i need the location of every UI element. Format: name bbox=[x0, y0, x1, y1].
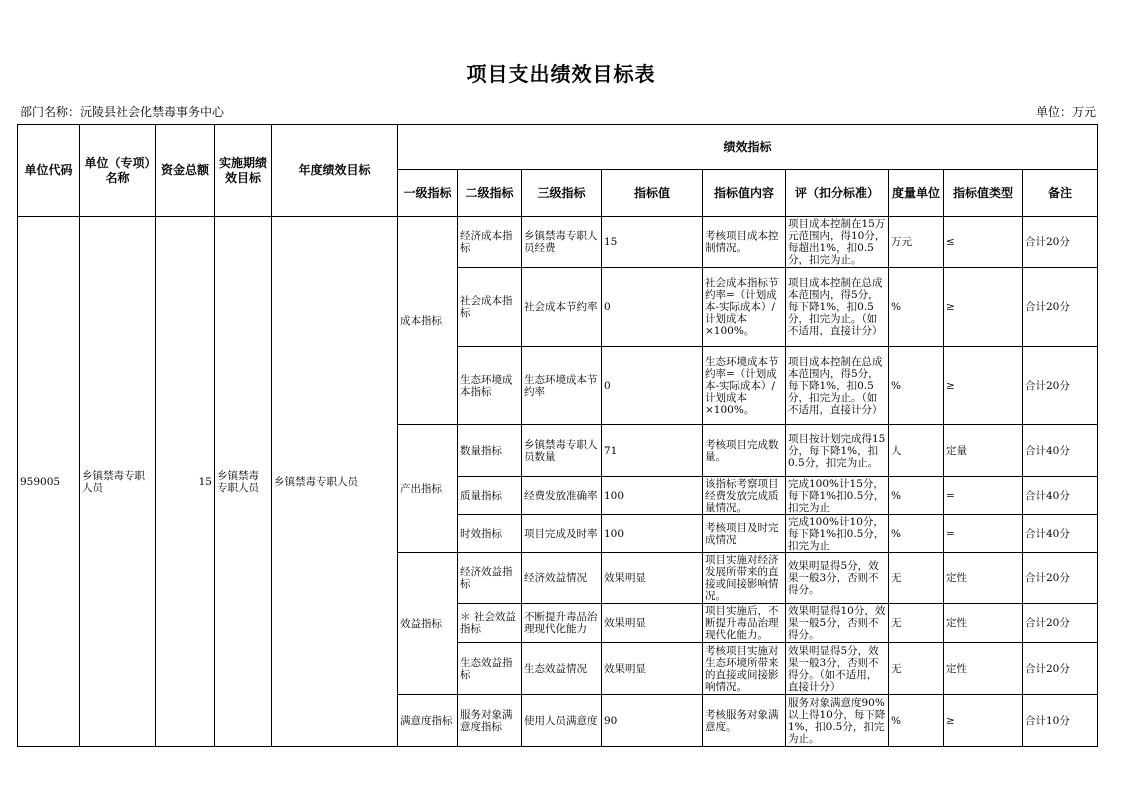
cell-level3: 不断提升毒品治理现代化能力 bbox=[522, 604, 602, 643]
department-label: 部门名称：沅陵县社会化禁毒事务中心 bbox=[20, 105, 225, 119]
header-content: 指标值内容 bbox=[703, 170, 786, 217]
cell-remark: 合计20分 bbox=[1023, 268, 1098, 347]
project-funds: 15 bbox=[156, 217, 215, 747]
cell-remark: 合计20分 bbox=[1023, 217, 1098, 268]
cell-level3: 生态效益情况 bbox=[522, 643, 602, 695]
cell-unit: % bbox=[889, 347, 944, 425]
cell-level3: 项目完成及时率 bbox=[522, 515, 602, 553]
cell-level2: 服务对象满意度指标 bbox=[458, 695, 522, 747]
header-measure-unit: 度量单位 bbox=[889, 170, 944, 217]
cell-value: 90 bbox=[602, 695, 703, 747]
cell-unit: 无 bbox=[889, 553, 944, 604]
header-performance-indicators: 绩效指标 bbox=[398, 125, 1098, 170]
cell-scoring: 服务对象满意度90%以上得10分，每下降1%，扣0.5分，扣完为止。 bbox=[786, 695, 889, 747]
cell-remark: 合计40分 bbox=[1023, 477, 1098, 515]
cell-unit: % bbox=[889, 695, 944, 747]
cell-level3: 乡镇禁毒专职人员数量 bbox=[522, 425, 602, 477]
cell-level3: 使用人员满意度 bbox=[522, 695, 602, 747]
cell-remark: 合计10分 bbox=[1023, 695, 1098, 747]
cell-value: 0 bbox=[602, 347, 703, 425]
cell-type: 定性 bbox=[944, 604, 1023, 643]
level1-output: 产出指标 bbox=[398, 425, 458, 553]
cell-unit: 人 bbox=[889, 425, 944, 477]
header-level2: 二级指标 bbox=[458, 170, 522, 217]
cell-remark: 合计20分 bbox=[1023, 643, 1098, 695]
header-period-goal: 实施期绩效目标 bbox=[215, 125, 272, 217]
cell-content: 考核项目及时完成情况 bbox=[703, 515, 786, 553]
cell-level3: 经济效益情况 bbox=[522, 553, 602, 604]
cell-content: 社会成本指标节约率=（计划成本-实际成本）/计划成本×100%。 bbox=[703, 268, 786, 347]
cell-type: 定量 bbox=[944, 425, 1023, 477]
cell-level2: 社会成本指标 bbox=[458, 268, 522, 347]
project-period-goal: 乡镇禁毒专职人员 bbox=[215, 217, 272, 747]
level1-benefit: 效益指标 bbox=[398, 553, 458, 695]
cell-level2: 生态效益指标 bbox=[458, 643, 522, 695]
cell-content: 考核项目完成数量。 bbox=[703, 425, 786, 477]
header-value: 指标值 bbox=[602, 170, 703, 217]
currency-unit-label: 单位：万元 bbox=[1035, 105, 1096, 119]
level1-satisfaction: 满意度指标 bbox=[398, 695, 458, 747]
cell-type: ≥ bbox=[944, 347, 1023, 425]
cell-type: 定性 bbox=[944, 643, 1023, 695]
table-row bbox=[18, 217, 1098, 268]
cell-type: 定性 bbox=[944, 553, 1023, 604]
cell-scoring: 完成100%计10分，每下降1%扣0.5分，扣完为止 bbox=[786, 515, 889, 553]
cell-scoring: 项目成本控制在总成本范围内，得5分，每下降1%，扣0.5分，扣完为止。（如不适用，直接计分） bbox=[786, 268, 889, 347]
cell-value: 效果明显 bbox=[602, 643, 703, 695]
header-level1: 一级指标 bbox=[398, 170, 458, 217]
cell-level2: 质量指标 bbox=[458, 477, 522, 515]
cell-value: 效果明显 bbox=[602, 553, 703, 604]
performance-target-table bbox=[17, 124, 1098, 747]
cell-value: 100 bbox=[602, 477, 703, 515]
cell-type: = bbox=[944, 477, 1023, 515]
cell-remark: 合计40分 bbox=[1023, 515, 1098, 553]
cell-unit: 无 bbox=[889, 604, 944, 643]
cell-level2: 数量指标 bbox=[458, 425, 522, 477]
header-remark: 备注 bbox=[1023, 170, 1098, 217]
header-unit-name: 单位（专项）名称 bbox=[80, 125, 156, 217]
cell-scoring: 效果明显得10分，效果一般5分，否则不得分。 bbox=[786, 604, 889, 643]
cell-level3: 乡镇禁毒专职人员经费 bbox=[522, 217, 602, 268]
cell-scoring: 项目成本控制在总成本范围内，得5分，每下降1%，扣0.5分，扣完为止。（如不适用，直接计分） bbox=[786, 347, 889, 425]
cell-content: 项目实施后，不断提升毒品治理现代化能力。 bbox=[703, 604, 786, 643]
cell-content: 考核项目成本控制情况。 bbox=[703, 217, 786, 268]
cell-type: ≥ bbox=[944, 268, 1023, 347]
cell-value: 15 bbox=[602, 217, 703, 268]
cell-unit: % bbox=[889, 515, 944, 553]
cell-remark: 合计20分 bbox=[1023, 604, 1098, 643]
cell-content: 项目实施对经济发展所带来的直接或间接影响情况。 bbox=[703, 553, 786, 604]
cell-content: 考核项目实施对生态环境所带来的直接或间接影响情况。 bbox=[703, 643, 786, 695]
cell-content: 生态环境成本节约率=（计划成本-实际成本）/计划成本×100%。 bbox=[703, 347, 786, 425]
cell-remark: 合计20分 bbox=[1023, 347, 1098, 425]
cell-level3: 生态环境成本节约率 bbox=[522, 347, 602, 425]
cell-content: 该指标考察项目经费发放完成质量情况。 bbox=[703, 477, 786, 515]
cell-value: 效果明显 bbox=[602, 604, 703, 643]
cell-scoring: 效果明显得5分，效果一般3分，否则不得分。 bbox=[786, 553, 889, 604]
cell-remark: 合计20分 bbox=[1023, 553, 1098, 604]
cell-level3: 社会成本节约率 bbox=[522, 268, 602, 347]
page-title: 项目支出绩效目标表 bbox=[466, 62, 656, 86]
cell-level2: 经济效益指标 bbox=[458, 553, 522, 604]
header-level3: 三级指标 bbox=[522, 170, 602, 217]
level1-cost: 成本指标 bbox=[398, 217, 458, 425]
cell-type: ≤ bbox=[944, 217, 1023, 268]
cell-scoring: 项目成本控制在15万元范围内，得10分，每超出1%，扣0.5分，扣完为止。 bbox=[786, 217, 889, 268]
cell-unit: 万元 bbox=[889, 217, 944, 268]
cell-unit: 无 bbox=[889, 643, 944, 695]
cell-type: = bbox=[944, 515, 1023, 553]
header-unit-code: 单位代码 bbox=[18, 125, 80, 217]
project-code: 959005 bbox=[18, 217, 80, 747]
cell-scoring: 效果明显得5分，效果一般3分，否则不得分。（如不适用，直接计分） bbox=[786, 643, 889, 695]
project-name: 乡镇禁毒专职人员 bbox=[80, 217, 156, 747]
cell-level2: 时效指标 bbox=[458, 515, 522, 553]
header-annual-goal: 年度绩效目标 bbox=[272, 125, 398, 217]
cell-value: 71 bbox=[602, 425, 703, 477]
cell-level3: 经费发放准确率 bbox=[522, 477, 602, 515]
header-value-type: 指标值类型 bbox=[944, 170, 1023, 217]
cell-scoring: 完成100%计15分，每下降1%扣0.5分，扣完为止 bbox=[786, 477, 889, 515]
cell-value: 100 bbox=[602, 515, 703, 553]
project-annual-goal: 乡镇禁毒专职人员 bbox=[272, 217, 398, 747]
cell-level2: 生态环境成本指标 bbox=[458, 347, 522, 425]
cell-remark: 合计40分 bbox=[1023, 425, 1098, 477]
cell-unit: % bbox=[889, 268, 944, 347]
cell-level2: 经济成本指标 bbox=[458, 217, 522, 268]
cell-scoring: 项目按计划完成得15分，每下降1%，扣0.5分，扣完为止。 bbox=[786, 425, 889, 477]
cell-level2: ＊ 社会效益指标 bbox=[458, 604, 522, 643]
header-scoring: 评（扣分标准） bbox=[786, 170, 889, 217]
cell-content: 考核服务对象满意度。 bbox=[703, 695, 786, 747]
cell-value: 0 bbox=[602, 268, 703, 347]
cell-unit: % bbox=[889, 477, 944, 515]
cell-type: ≥ bbox=[944, 695, 1023, 747]
header-total-funds: 资金总额 bbox=[156, 125, 215, 217]
